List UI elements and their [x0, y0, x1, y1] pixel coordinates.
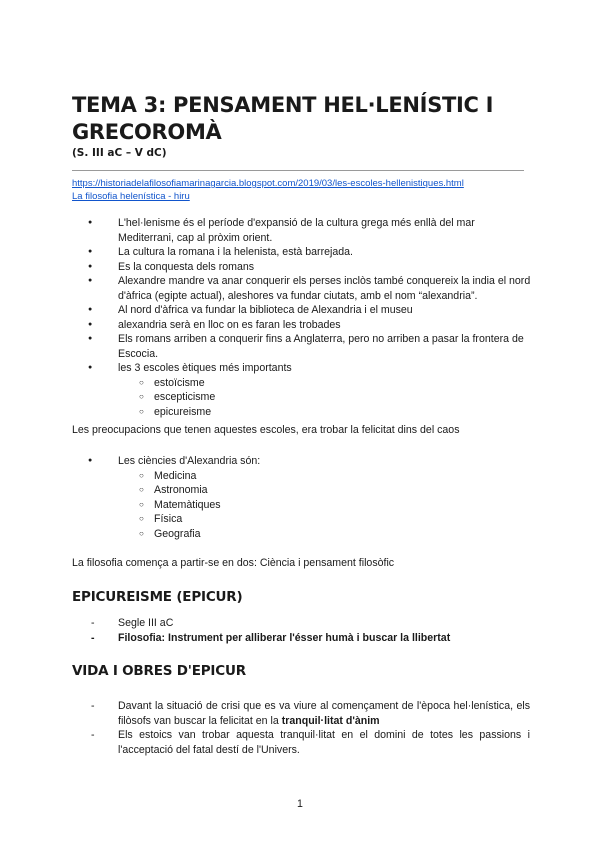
sublist-item: ○ Física: [118, 512, 532, 527]
list-item: ● La cultura la romana i la helenista, està barrejada.: [72, 245, 532, 260]
sublist-item: ○ estoïcisme: [118, 376, 532, 391]
sublist-item: ○ Medicina: [118, 469, 532, 484]
list-item-label: Les ciències d'Alexandria són:: [118, 455, 261, 467]
sublist-item: ○ Matemàtiques: [118, 498, 532, 513]
sciences-sublist: [118, 469, 532, 542]
item-text: Davant la situació de crisi que es va viure al començament de l'època hel·lenística, els filòsofs van buscar la felicitat en la: [118, 700, 530, 727]
intro-bullet-list: [72, 216, 532, 419]
sciences-bullet-list: [72, 454, 532, 541]
list-item-sciences: [72, 454, 532, 541]
page-subtitle: (S. III aC – V dC): [72, 147, 167, 159]
heading-vida-obres: VIDA I OBRES D'EPICUR: [72, 663, 246, 679]
paragraph-philosophy-split: La filosofia comença a partir-se en dos: Ciència i pensament filosòfic: [72, 557, 395, 569]
horizontal-divider: [72, 170, 524, 171]
heading-epicureisme: EPICUREISME (EPICUR): [72, 589, 243, 605]
item-bold-text: tranquil·litat d'ànim: [281, 714, 380, 727]
sublist-item: ○ Geografia: [118, 527, 532, 542]
paragraph-schools-concern: Les preocupacions que tenen aquestes escoles, era trobar la felicitat dins del caos: [72, 424, 460, 436]
hiru-link[interactable]: La filosofia helenística - hiru: [72, 191, 190, 202]
list-item: ● L'hel·lenisme és el període d'expansió de la cultura grega més enllà del mar Mediterrani, cap al pròxim orient.: [72, 216, 532, 245]
page-title: TEMA 3: PENSAMENT HEL·LENÍSTIC I GRECOROMÀ: [72, 93, 494, 144]
page-number: 1: [297, 798, 303, 810]
list-item: ● alexandria serà en lloc on es faran les trobades: [72, 318, 532, 333]
sublist-item: ○ epicureisme: [118, 405, 532, 420]
sublist-item: ○ Astronomia: [118, 483, 532, 498]
schools-sublist: [118, 376, 532, 420]
list-item: ● Es la conquesta dels romans: [72, 260, 532, 275]
list-item-label: les 3 escoles ètiques més importants: [118, 362, 292, 374]
list-item-schools: [72, 361, 532, 419]
epicureisme-list: [72, 616, 532, 645]
sublist-item: ○ escepticisme: [118, 390, 532, 405]
blog-link[interactable]: https://historiadelafilosofiamarinagarcia.blogspot.com/2019/03/les-escoles-hellenistiques.html: [72, 178, 464, 189]
list-item: ● Alexandre mandre va anar conquerir els perses inclòs també conquereix la india el nord d'àfrica (egipte actual), aleshores va fundar ciutats, amb el nom “alexandria”.: [72, 274, 532, 303]
list-item: ● Al nord d'àfrica va fundar la biblioteca de Alexandria i el museu: [72, 303, 532, 318]
filosofia-label: Filosofia:: [118, 631, 166, 644]
list-item: - Segle III aC: [72, 616, 532, 631]
list-item: ● Els romans arriben a conquerir fins a Anglaterra, pero no arriben a pasar la frontera de Escocia.: [72, 332, 532, 361]
list-item: [72, 631, 532, 646]
filosofia-text: Instrument per alliberar l'ésser humà i buscar la llibertat: [168, 631, 451, 644]
list-item: [72, 699, 530, 728]
vida-list: [72, 699, 530, 757]
list-item: - Els estoics van trobar aquesta tranquil·litat en el domini de totes les passions i l'acceptació del fatal destí de l'Univers.: [72, 728, 530, 757]
